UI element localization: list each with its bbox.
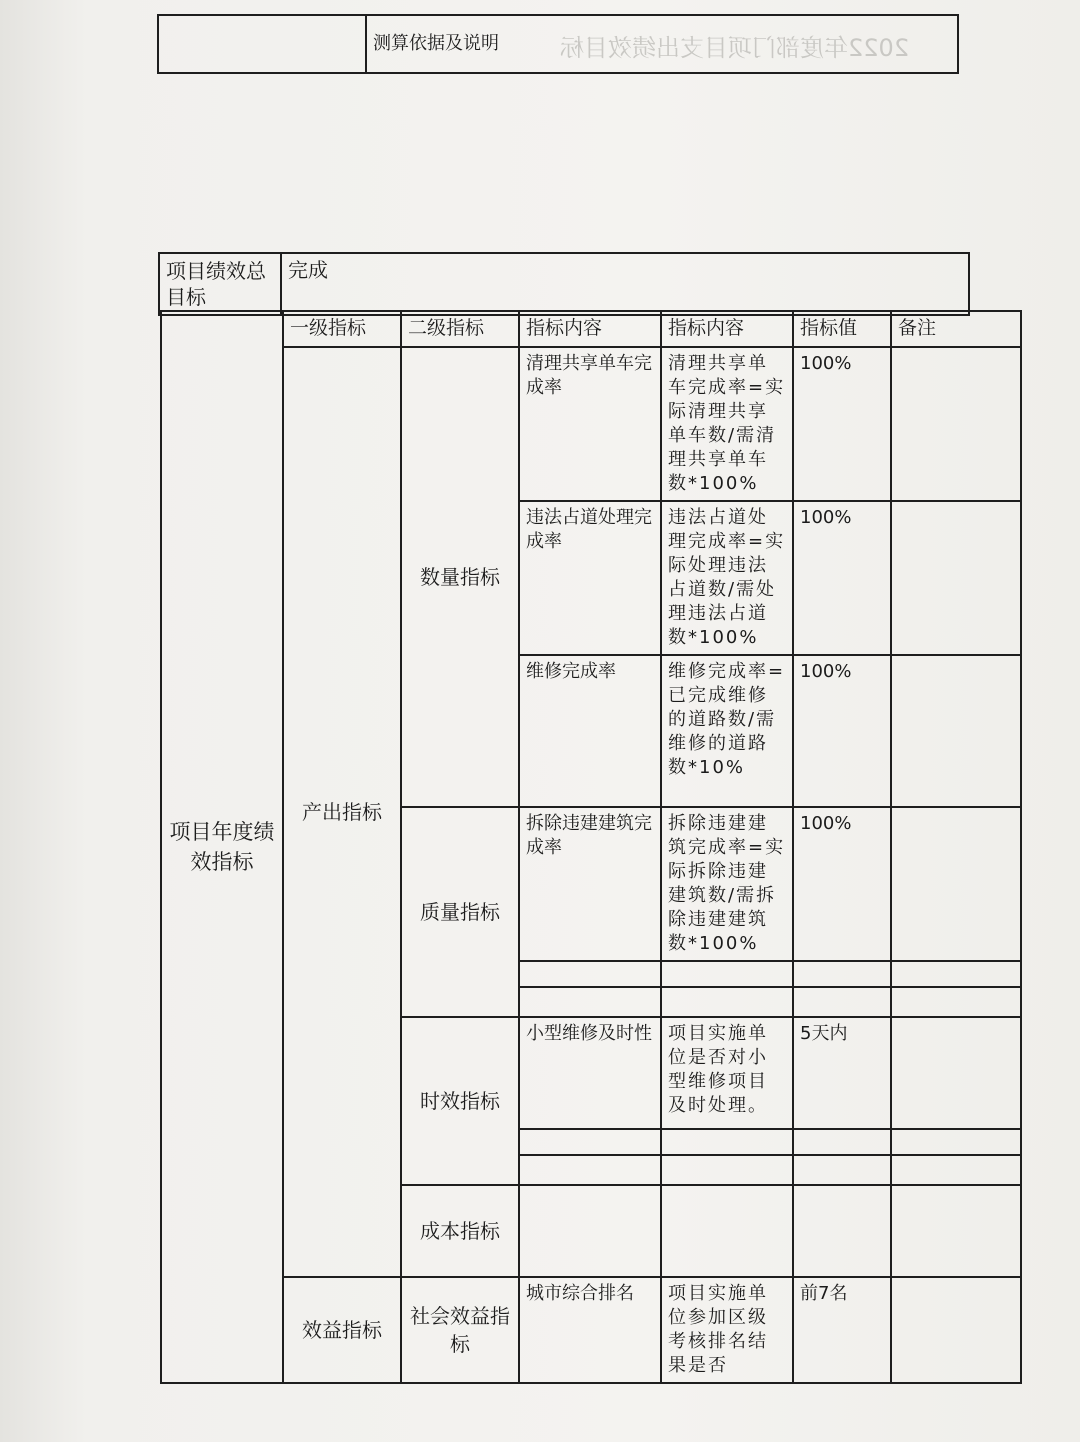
timeliness-empty-cell bbox=[661, 1155, 793, 1185]
cost-empty-cell bbox=[661, 1185, 793, 1277]
quantity-row1-formula: 清理共享单车完成率=实际清理共享单车数/需清理共享单车数*100% bbox=[661, 347, 793, 501]
quality-empty-cell bbox=[891, 987, 1021, 1017]
quantity-row1-value: 100% bbox=[793, 347, 891, 501]
social-row1-remark bbox=[891, 1277, 1021, 1383]
timeliness-empty-cell bbox=[793, 1129, 891, 1155]
quality-empty-cell bbox=[891, 961, 1021, 987]
bleed-through-text: 2022年度部门项目支出绩效目标 bbox=[560, 34, 910, 62]
timeliness-empty-cell bbox=[661, 1129, 793, 1155]
quantity-indicator-label: 数量指标 bbox=[401, 347, 519, 807]
goal-table bbox=[158, 252, 970, 316]
quality-row1-content: 拆除违建建筑完成率 bbox=[519, 807, 661, 961]
cost-indicator-label: 成本指标 bbox=[401, 1185, 519, 1277]
timeliness-empty-cell bbox=[793, 1155, 891, 1185]
measurement-basis-label: 测算依据及说明 bbox=[366, 15, 958, 73]
timeliness-empty-cell bbox=[891, 1129, 1021, 1155]
header-value: 指标值 bbox=[793, 311, 891, 347]
quantity-row3-remark bbox=[891, 655, 1021, 807]
social-row1-value: 前7名 bbox=[793, 1277, 891, 1383]
quality-empty-cell bbox=[519, 987, 661, 1017]
quantity-row2-remark bbox=[891, 501, 1021, 655]
top-table bbox=[157, 14, 959, 74]
cost-empty-cell bbox=[891, 1185, 1021, 1277]
quantity-row3-value: 100% bbox=[793, 655, 891, 807]
quality-row1-remark bbox=[891, 807, 1021, 961]
quality-empty-cell bbox=[793, 987, 891, 1017]
quality-empty-cell bbox=[519, 961, 661, 987]
cost-empty-cell bbox=[519, 1185, 661, 1277]
timeliness-empty-cell bbox=[519, 1129, 661, 1155]
top-blank-cell bbox=[158, 15, 366, 73]
header-content-2: 指标内容 bbox=[661, 311, 793, 347]
timeliness-empty-cell bbox=[519, 1155, 661, 1185]
header-remark: 备注 bbox=[891, 311, 1021, 347]
benefit-indicator-label: 效益指标 bbox=[283, 1277, 401, 1383]
quantity-row2-value: 100% bbox=[793, 501, 891, 655]
timeliness-row1-value: 5天内 bbox=[793, 1017, 891, 1129]
quality-empty-cell bbox=[661, 987, 793, 1017]
timeliness-empty-cell bbox=[891, 1155, 1021, 1185]
timeliness-row1-content: 小型维修及时性 bbox=[519, 1017, 661, 1129]
social-row1-content: 城市综合排名 bbox=[519, 1277, 661, 1383]
header-content: 指标内容 bbox=[519, 311, 661, 347]
timeliness-row1-formula: 项目实施单位是否对小型维修项目及时处理。 bbox=[661, 1017, 793, 1129]
quantity-row2-content: 违法占道处理完成率 bbox=[519, 501, 661, 655]
quality-row1-formula: 拆除违建建筑完成率=实际拆除违建建筑数/需拆除违建建筑数*100% bbox=[661, 807, 793, 961]
quantity-row3-formula: 维修完成率=已完成维修的道路数/需维修的道路数*10% bbox=[661, 655, 793, 807]
quantity-row1-remark bbox=[891, 347, 1021, 501]
social-benefit-label: 社会效益指标 bbox=[401, 1277, 519, 1383]
quantity-row2-formula: 违法占道处理完成率=实际处理违法占道数/需处理违法占道数*100% bbox=[661, 501, 793, 655]
indicator-table bbox=[160, 310, 1022, 1384]
header-level1: 一级指标 bbox=[283, 311, 401, 347]
timeliness-row1-remark bbox=[891, 1017, 1021, 1129]
quality-indicator-label: 质量指标 bbox=[401, 807, 519, 1017]
quality-empty-cell bbox=[661, 961, 793, 987]
social-row1-formula: 项目实施单位参加区级考核排名结果是否 bbox=[661, 1277, 793, 1383]
cost-empty-cell bbox=[793, 1185, 891, 1277]
goal-value: 完成 bbox=[281, 253, 969, 315]
quality-empty-cell bbox=[793, 961, 891, 987]
annual-indicators-label: 项目年度绩效指标 bbox=[169, 820, 275, 874]
quantity-row3-content: 维修完成率 bbox=[519, 655, 661, 807]
output-indicator-label: 产出指标 bbox=[283, 347, 401, 1277]
indicators-left-header-blank bbox=[161, 311, 283, 1383]
quantity-row1-content: 清理共享单车完成率 bbox=[519, 347, 661, 501]
header-level2: 二级指标 bbox=[401, 311, 519, 347]
timeliness-indicator-label: 时效指标 bbox=[401, 1017, 519, 1185]
goal-label: 项目绩效总目标 bbox=[159, 253, 281, 315]
quality-row1-value: 100% bbox=[793, 807, 891, 961]
